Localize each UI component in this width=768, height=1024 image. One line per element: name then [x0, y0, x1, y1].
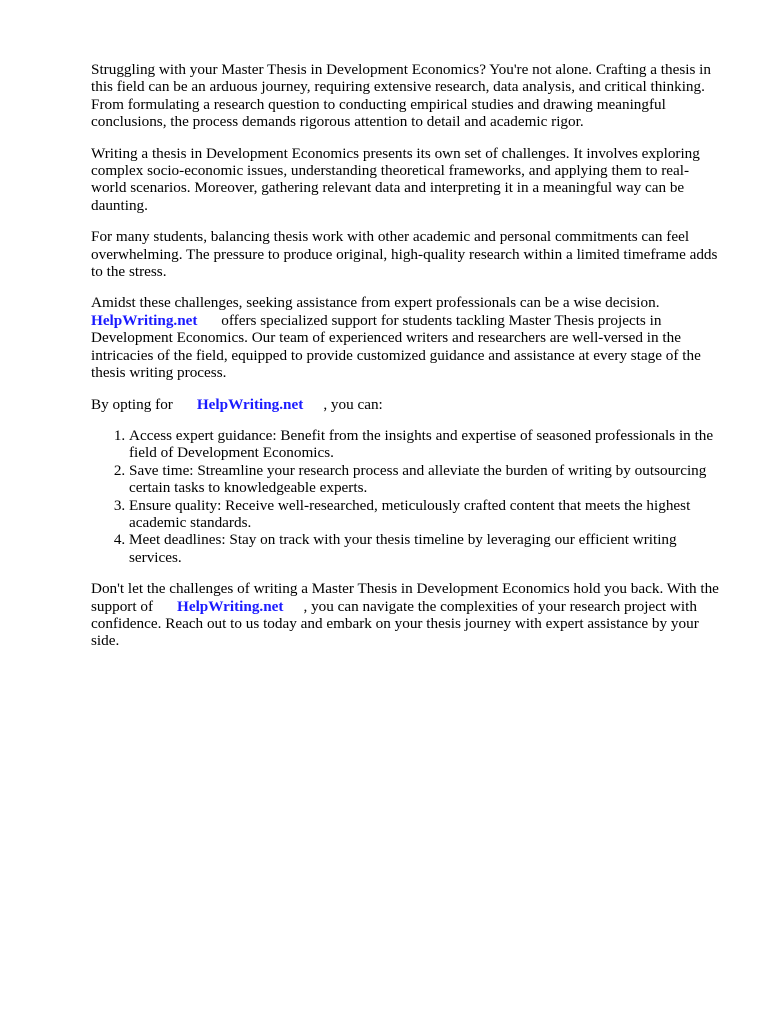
- closing-text-after: , you can navigate the complexities of your research project with confidence. Reach out to us today and embark on your thesis journey with expert assistance by your side.: [91, 597, 699, 650]
- paragraph-opting: [91, 396, 721, 413]
- benefits-list: [91, 427, 721, 566]
- paragraph-balance: For many students, balancing thesis work with other academic and personal commitments can feel overwhelming. The pressure to produce original, high-quality research within a limited timeframe adds to the stress.: [91, 228, 718, 281]
- paragraph-assistance: [91, 294, 721, 381]
- list-item: 2. Save time: Streamline your research process and alleviate the burden of writing by outsourcing certain tasks to knowledgeable experts.: [129, 462, 721, 497]
- list-item: 4. Meet deadlines: Stay on track with your thesis timeline by leveraging our efficient writing services.: [129, 531, 721, 566]
- paragraph-intro: Struggling with your Master Thesis in Development Economics? You're not alone. Crafting a thesis in this field can be an arduous journey, requiring extensive research, data analysis, and critical thinking. From formulating a research question to conducting empirical studies and drawing meaningful conclusions, the process demands rigorous attention to detail and academic rigor.: [91, 61, 711, 131]
- paragraph-challenges: Writing a thesis in Development Economics presents its own set of challenges. It involves exploring complex socio-economic issues, understanding theoretical frameworks, and applying them to real-world scenarios. Moreover, gathering relevant data and interpreting it in a meaningful way can be daunting.: [91, 144, 700, 214]
- closing-text-before: Don't let the challenges of writing a Master Thesis in Development Economics hold you back. With the support of: [91, 580, 719, 615]
- document-page: [91, 61, 721, 664]
- assistance-text-before: Amidst these challenges, seeking assistance from expert professionals can be a wise decision.: [91, 294, 660, 312]
- opting-text-after: , you can:: [323, 395, 383, 413]
- helpwriting-link[interactable]: HelpWriting.net: [196, 395, 304, 413]
- assistance-text-after: offers specialized support for students tackling Master Thesis projects in Development Economics. Our team of experienced writers and researchers are well-versed in the intricacies of the field, equipped to provide customized guidance and assistance at every stage of the thesis writing process.: [91, 311, 701, 382]
- opting-text-before: By opting for: [91, 395, 173, 413]
- list-item: 1. Access expert guidance: Benefit from the insights and expertise of seasoned professionals in the field of Development Economics.: [129, 427, 721, 462]
- helpwriting-link[interactable]: HelpWriting.net: [177, 597, 284, 615]
- list-item: 3. Ensure quality: Receive well-researched, meticulously crafted content that meets the highest academic standards.: [129, 497, 721, 532]
- paragraph-closing: [91, 580, 721, 650]
- helpwriting-link[interactable]: HelpWriting.net: [91, 311, 198, 329]
